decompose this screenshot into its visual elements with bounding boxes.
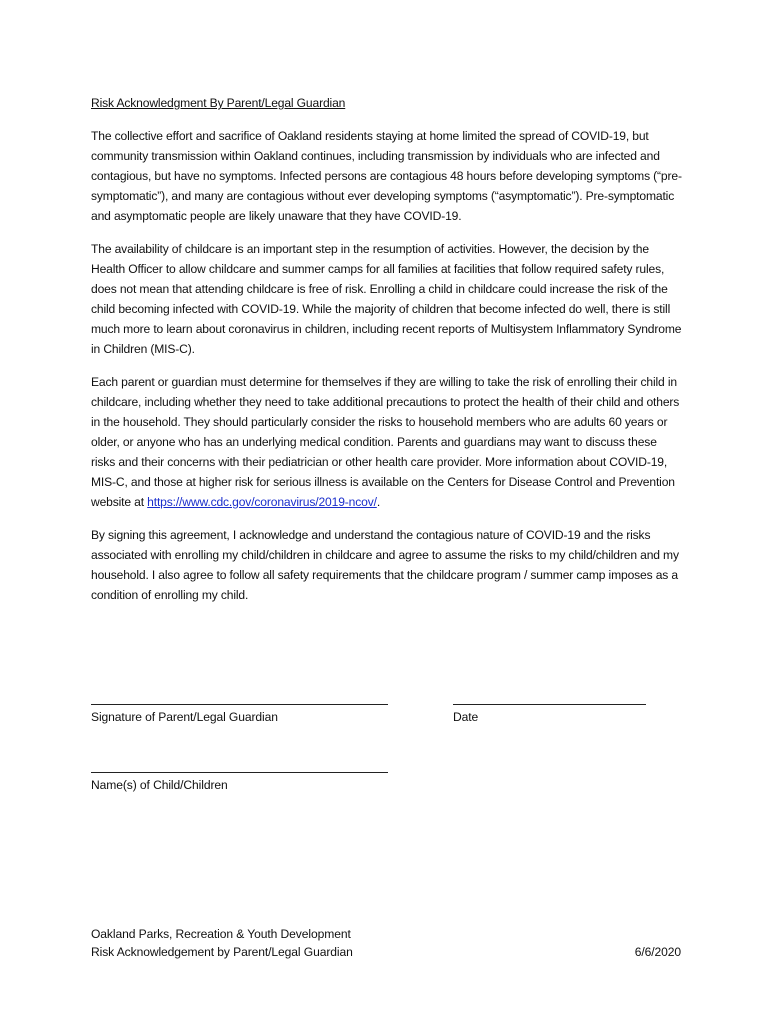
date-block <box>453 704 646 725</box>
paragraph-parent-decision-suffix: . <box>376 495 381 509</box>
paragraph-agreement: By signing this agreement, I acknowledge and understand the contagious nature of COVID-19 and the risks associated with enrolling my child/children in childcare and agree to assume the risks to my child/children and my household. I also agree to follow all safety requirements that the childcare program / summer camp imposes as a condition of enrolling my child. <box>91 528 679 602</box>
paragraph-childcare-availability: The availability of childcare is an important step in the resumption of activities. However, the decision by the Health Officer to allow childcare and summer camps for all families at facilities that follow required safety rules, does not mean that attending childcare is free of risk. Enrolling a child in childcare could increase the risk of the child becoming infected with COVID-19. While the majority of children that become infected do well, there is still much more to learn about coronavirus in children, including recent reports of Multisystem Inflammatory Syndrome in Children (MIS-C). <box>91 242 682 356</box>
footer-date: 6/6/2020 <box>634 945 681 959</box>
cdc-website-link[interactable]: https://www.cdc.gov/coronavirus/2019-ncov/ <box>147 495 377 509</box>
parent-signature-label: Signature of Parent/Legal Guardian <box>91 710 278 724</box>
paragraph-parent-decision <box>91 372 683 512</box>
child-name-block <box>91 772 388 793</box>
date-label: Date <box>453 710 479 724</box>
footer-doc-title: Risk Acknowledgement by Parent/Legal Guardian <box>91 945 353 959</box>
parent-signature-line[interactable] <box>91 704 388 705</box>
date-line[interactable] <box>453 704 646 705</box>
footer-line <box>91 943 681 961</box>
child-name-label: Name(s) of Child/Children <box>91 778 228 792</box>
paragraph-transmission: The collective effort and sacrifice of Oakland residents staying at home limited the spread of COVID-19, but community transmission within Oakland continues, including transmission by individuals who are infected and contagious, but have no symptoms. Infected persons are contagious 48 hours before developing symptoms (“pre-symptomatic”), and many are contagious without ever developing symptoms (“asymptomatic”). Pre-symptomatic and asymptomatic people are likely unaware that they have COVID-19. <box>91 129 682 223</box>
page-footer <box>91 925 681 961</box>
document-body <box>91 93 683 618</box>
paragraph-parent-decision-text: Each parent or guardian must determine for themselves if they are willing to take the risk of enrolling their child in childcare, including whether they need to take additional precautions to protect the health of their child and others in the household. They should particularly consider the risks to household members who are adults 60 years or older, or anyone who has an underlying medical condition. Parents and guardians may want to discuss these risks and their concerns with their pediatrician or other health care provider. More information about COVID-19, MIS-C, and those at higher risk for serious illness is available on the Centers for Disease Control and Prevention website at <box>91 375 680 509</box>
footer-org: Oakland Parks, Recreation & Youth Development <box>91 927 351 941</box>
document-heading: Risk Acknowledgment By Parent/Legal Guardian <box>91 96 346 110</box>
parent-signature-block <box>91 704 388 725</box>
child-name-line[interactable] <box>91 772 388 773</box>
